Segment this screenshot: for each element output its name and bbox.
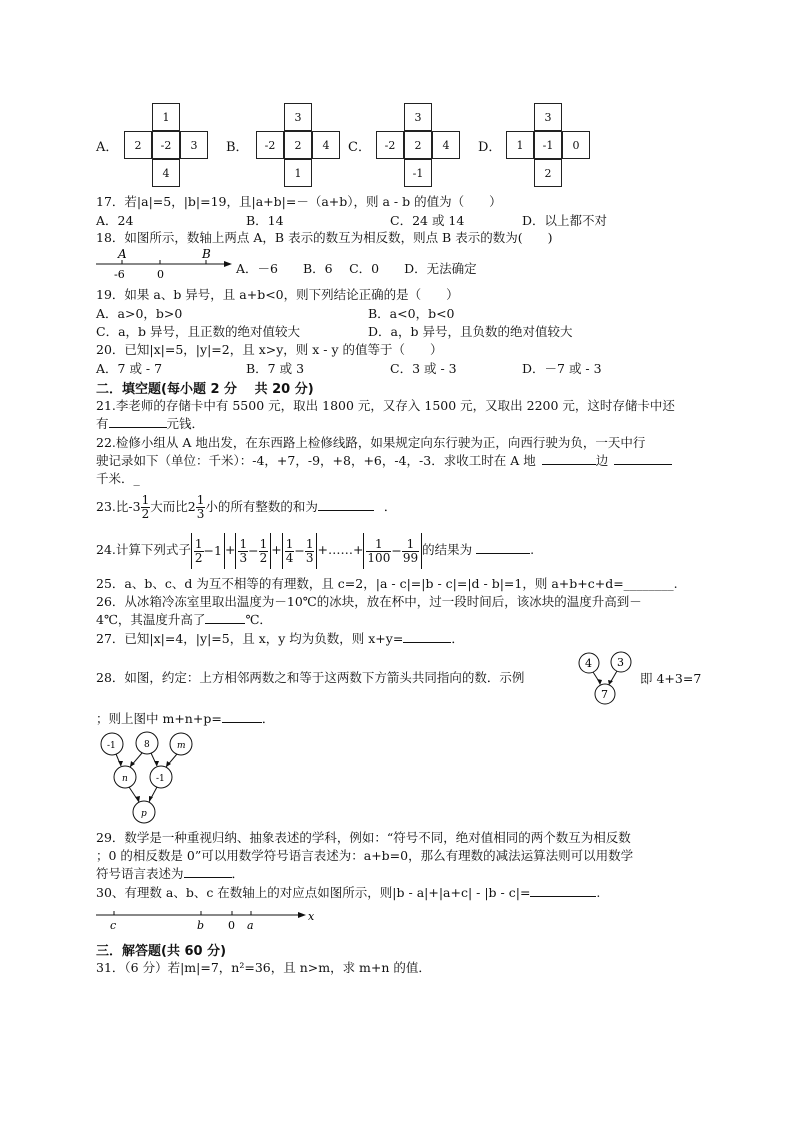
q31-line: 31．（6 分）若|m|=7，n²=36，且 n>m，求 m+n 的值． <box>96 960 431 975</box>
tree-node: p <box>141 809 147 819</box>
axis-label-a: A <box>118 248 127 261</box>
axis-label-zero: 0 <box>157 268 164 280</box>
q20-option-b: B．7 或 3 <box>246 361 305 376</box>
axis-label-a: a <box>247 919 254 932</box>
q19-option-a: A．a>0，b>0 <box>96 306 183 321</box>
net-cell: 1 <box>506 131 534 159</box>
q29-line2: ；0 的相反数是 0”可以用数学符号语言表述为：a+b=0，那么有理数的减法运算法则可以用数学 <box>96 848 634 863</box>
net-cell: 4 <box>432 131 460 159</box>
net-cell: 2 <box>534 159 562 187</box>
q22-line2 <box>96 452 672 470</box>
q24-dots: +……+ <box>317 542 364 557</box>
axis-label-b: B <box>202 248 211 261</box>
net-cell: 1 <box>284 159 312 187</box>
net-cell: -1 <box>404 159 432 187</box>
q20-option-d: D．－7 或 - 3 <box>522 361 602 376</box>
net-cell: 2 <box>124 131 152 159</box>
section-3-heading: 三．解答题(共 60 分) <box>96 944 227 959</box>
tree-node: 8 <box>144 740 150 750</box>
axis-label-x: x <box>308 910 315 923</box>
q23-integer: -3 <box>128 499 141 514</box>
q25-line: 25．a、b、c、d 为互不相等的有理数，且 c=2，|a - c|=|b - c|=|d - b|=1，则 a+b+c+d=________. <box>96 576 678 591</box>
axis-label-zero: 0 <box>228 919 235 932</box>
answer-blank[interactable] <box>184 877 232 878</box>
option-label: A． <box>96 140 119 155</box>
option-label: D． <box>478 140 502 155</box>
q20-stem: 20．已知|x|=5，|y|=2，且 x>y，则 x - y 的值等于（ ） <box>96 342 443 357</box>
net-cell: 4 <box>312 131 340 159</box>
q23-text: ． <box>383 499 397 514</box>
q28-line2 <box>96 710 274 728</box>
tree-node: m <box>177 741 186 751</box>
q23-fraction: $\frac{1}{2}$ <box>141 493 150 521</box>
q20-option-c: C．3 或 - 3 <box>390 361 457 376</box>
q27-line <box>96 630 464 648</box>
q19-option-b: B．a<0，b<0 <box>368 306 455 321</box>
tree-node: n <box>122 774 128 784</box>
option-label: C． <box>348 140 371 155</box>
example-node: 3 <box>617 656 624 669</box>
q30-line <box>96 884 600 902</box>
answer-blank[interactable] <box>530 896 596 897</box>
net-cell: -1 <box>534 131 562 159</box>
q17-stem: 17．若|a|=5，|b|=19，且|a+b|=－（a+b），则 a - b 的值为（ ） <box>96 194 502 209</box>
q18-options: A．－6 B．6 C．0 D．无法确定 <box>236 261 477 276</box>
net-cell: 4 <box>152 159 180 187</box>
q17-option-d: D．以上都不对 <box>522 213 608 228</box>
abs-term: $\frac{1}{100}$ − $\frac{1}{99}$ <box>363 533 422 569</box>
answer-blank[interactable] <box>476 553 530 554</box>
q19-stem: 19．如果 a、b 异号，且 a+b<0，则下列结论正确的是（ ） <box>96 287 459 302</box>
q21-line2 <box>96 415 204 433</box>
q21-line1: 21.李老师的存储卡中有 5500 元，取出 1800 元，又存入 1500 元，又取出 2200 元，这时存储卡中还 <box>96 398 675 413</box>
q22-line3: 千米．_ <box>96 471 140 486</box>
q22-line1: 22.检修小组从 A 地出发，在东西路上检修线路，如果规定向东行驶为正，向西行驶为负，一天中行 <box>96 435 646 450</box>
q27-text: ． <box>451 631 464 646</box>
q20-option-a: A．7 或 - 7 <box>96 361 163 376</box>
q24-text: . <box>530 542 535 557</box>
q27-text: 27．已知|x|=4，|y|=5，且 x，y 均为负数，则 x+y= <box>96 631 404 646</box>
net-cell: -2 <box>376 131 404 159</box>
answer-blank[interactable] <box>222 722 262 723</box>
q28-example-equation: 即 4+3=7 <box>640 671 702 686</box>
axis-label-b: b <box>197 919 205 932</box>
q28-text: ． <box>261 711 275 726</box>
q28-line1: 28．如图，约定：上方相邻两数之和等于这两数下方箭头共同指向的数．示例 <box>96 670 525 685</box>
q29-line1: 29．数学是一种重视归纳、抽象表述的学科，例如：“符号不同，绝对值相同的两个数互为相反数 <box>96 830 631 845</box>
answer-blank[interactable] <box>318 510 374 511</box>
q28-example-diagram <box>574 650 638 712</box>
axis-label-c: c <box>110 919 117 932</box>
q24-text: 的结果为 <box>422 542 473 557</box>
q30-text: . <box>596 885 601 900</box>
q17-option-b: B．14 <box>246 213 284 228</box>
q24-text: 24.计算下列式子 <box>96 542 191 557</box>
q18-stem: 18．如图所示，数轴上两点 A，B 表示的数互为相反数，则点 B 表示的数为( ) <box>96 230 553 245</box>
q28-text: ；则上图中 m+n+p= <box>96 711 222 726</box>
q19-option-c: C．a，b 异号，且正数的绝对值较大 <box>96 324 300 339</box>
option-label: B． <box>226 140 249 155</box>
q26-line1: 26．从冰箱冷冻室里取出温度为－10℃的冰块，放在杯中，过一段时间后，该冰块的温度升高到－ <box>96 594 642 609</box>
q30-text: 30、有理数 a、b、c 在数轴上的对应点如图所示，则|b - a|+|a+c| - |b - c|= <box>96 885 531 900</box>
q19-option-d: D．a，b 异号，且负数的绝对值较大 <box>368 324 573 339</box>
net-cell: 2 <box>284 131 312 159</box>
section-2-heading: 二．填空题(每小题 2 分 共 20 分) <box>96 382 314 397</box>
net-cell: -2 <box>256 131 284 159</box>
example-node: 4 <box>585 657 592 670</box>
net-cell: 3 <box>404 103 432 131</box>
net-cell: 3 <box>284 103 312 131</box>
q30-number-line <box>94 904 324 934</box>
q29-text: ． <box>231 866 245 881</box>
answer-blank[interactable] <box>403 642 451 643</box>
net-cell: 3 <box>534 103 562 131</box>
q23-text: 大而比 <box>150 499 188 514</box>
answer-blank[interactable] <box>542 464 596 465</box>
q29-line3 <box>96 865 244 883</box>
net-cell: 3 <box>180 131 208 159</box>
net-cell: 2 <box>404 131 432 159</box>
q26-line2 <box>96 611 272 629</box>
tree-node: -1 <box>156 774 165 784</box>
answer-blank[interactable] <box>614 464 672 465</box>
answer-blank[interactable] <box>205 623 245 624</box>
q17-option-c: C．24 或 14 <box>390 213 465 228</box>
net-cell: -2 <box>152 131 180 159</box>
q23-line <box>96 492 396 522</box>
q21-text: 有 <box>96 416 109 431</box>
net-cell: 1 <box>152 103 180 131</box>
answer-blank[interactable] <box>109 427 167 428</box>
net-cell: 0 <box>562 131 590 159</box>
abs-term: $\frac{1}{2}$ −1 <box>191 533 225 569</box>
q23-fraction: $\frac{1}{3}$ <box>196 493 205 521</box>
q22-text: 边 <box>595 453 609 468</box>
q26-text: ℃． <box>245 612 272 627</box>
q23-text: 23.比 <box>96 499 129 514</box>
q17-option-a: A．24 <box>96 213 134 228</box>
q21-text: 元钱． <box>166 416 205 431</box>
q23-integer: 2 <box>187 499 196 514</box>
tree-node: -1 <box>107 741 116 751</box>
example-node: 7 <box>601 688 608 701</box>
q22-text: 驶记录如下（单位：千米）：-4，+7，-9，+8，+6，-4，-3．求收工时在 A 地 <box>96 453 536 468</box>
q26-text: 4℃，其温度升高了 <box>96 612 206 627</box>
axis-label-neg6: -6 <box>114 268 125 280</box>
q18-number-line <box>94 248 234 280</box>
q23-text: 小的所有整数的和为 <box>205 499 318 514</box>
q24-line: 24.计算下列式子 $\frac{1}{2}$ −1 + $\frac{1}{3}$ − $\frac{1}{2}$ + $\frac{1}{4}$ − $\frac{1}{3}$ +……+ $\frac{1}{100}$ − $\frac{1}{99}$ 的结果为 . <box>96 532 534 569</box>
q29-text: 符号语言表述为 <box>96 866 184 881</box>
abs-term: $\frac{1}{4}$ − $\frac{1}{3}$ <box>282 533 318 569</box>
q28-tree-diagram <box>98 730 198 826</box>
abs-term: $\frac{1}{3}$ − $\frac{1}{2}$ <box>235 533 271 569</box>
